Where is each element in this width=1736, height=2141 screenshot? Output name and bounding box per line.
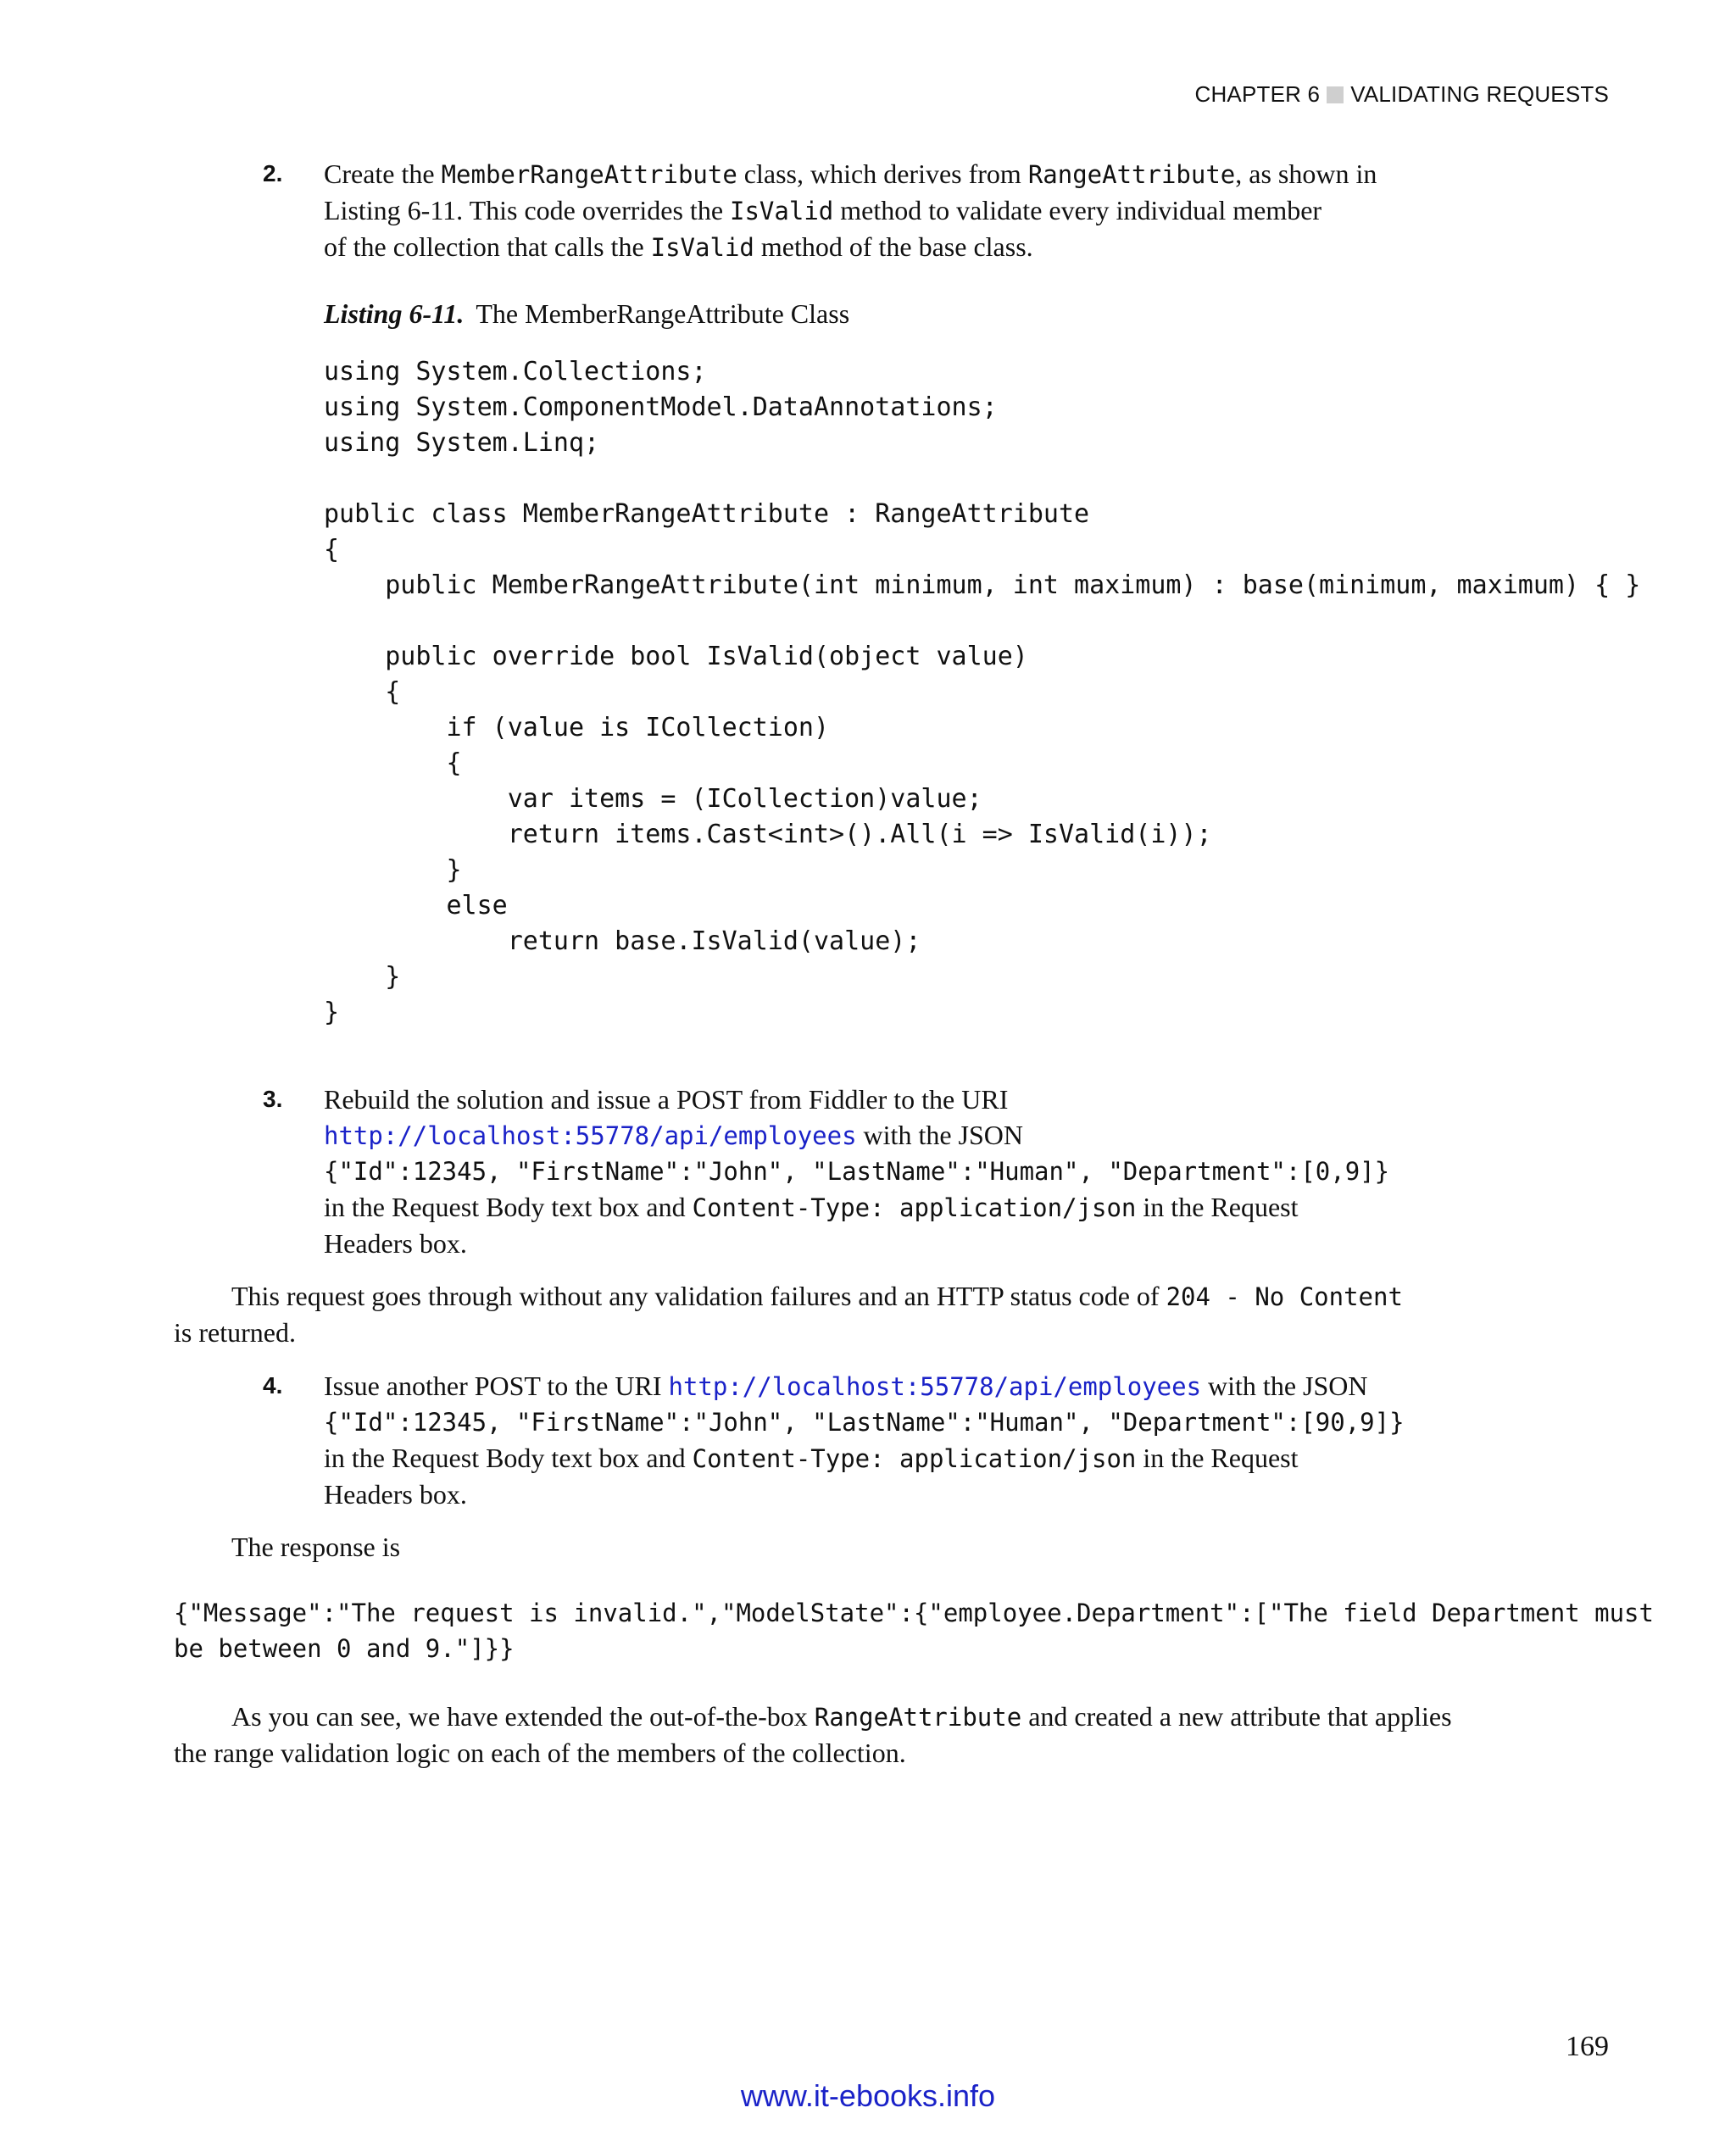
text: Issue another POST to the URI [324,1371,669,1401]
listing-caption [324,298,849,330]
step-2 [263,156,1619,265]
text: class, which derives from [737,158,1028,189]
step-number: 4. [263,1372,283,1399]
text: with the JSON [856,1120,1023,1150]
chapter-label: CHAPTER 6 [1194,81,1321,107]
text: Listing 6-11. This code overrides the [324,195,731,225]
text: method to validate every individual member [833,195,1322,225]
step-text [324,1082,1619,1261]
text: method of the base class. [754,231,1033,262]
header-separator [1327,86,1344,103]
text: in the Request Body text box and [324,1443,693,1473]
uri-link[interactable]: http://localhost:55778/api/employees [324,1121,857,1150]
step-number: 3. [263,1086,283,1112]
step-4 [263,1368,1619,1512]
listing-label: Listing 6-11. [324,298,465,329]
text: in the Request Body text box and [324,1192,693,1222]
paragraph-validation-success [174,1278,1615,1350]
footer-link[interactable]: www.it-ebooks.info [740,2078,996,2113]
chapter-title: VALIDATING REQUESTS [1350,81,1609,107]
text: The response is [231,1532,401,1562]
text: Rebuild the solution and issue a POST from Fiddler to the URI [324,1084,1009,1115]
running-header [1194,81,1609,108]
text: and created a new attribute that applies [1021,1701,1452,1732]
step-3 [263,1082,1619,1261]
text: is returned. [174,1317,296,1348]
text: This request goes through without any validation failures and an HTTP status code of [231,1281,1166,1311]
listing-title: The MemberRangeAttribute Class [476,298,850,329]
step-text [324,156,1619,265]
text: the range validation logic on each of the members of the collection. [174,1738,906,1768]
inline-code: Content-Type: application/json [692,1193,1137,1222]
text: of the collection that calls the [324,231,651,262]
text: As you can see, we have extended the out-of-the-box [231,1701,815,1732]
paragraph-response-intro [174,1529,1615,1565]
inline-code: Content-Type: application/json [692,1444,1137,1473]
text: Headers box. [324,1228,467,1259]
inline-code: RangeAttribute [814,1703,1022,1732]
inline-code: 204 - No Content [1166,1282,1403,1311]
code-listing: using System.Collections; using System.ComponentModel.DataAnnotations; using System.Linq; public class MemberRangeAttribute : RangeAttribute { public MemberRangeAttribute(int minimum, int maximum) : base(minimum, maximum) { } public override bool IsValid(object value) { if (value is ICollection) { var items = (ICollection)value; return items.Cast<int>().All(i => IsValid(i)); } else return base.IsValid(value); } } [324,357,1641,1027]
step-number: 2. [263,160,283,186]
json-body: {"Id":12345, "FirstName":"John", "LastName":"Human", "Department":[90,9]} [324,1408,1405,1437]
text: Create the [324,158,442,189]
paragraph-conclusion [174,1699,1615,1771]
inline-code: IsValid [650,233,754,262]
response-code: {"Message":"The request is invalid.","ModelState":{"employee.Department":["The field Department must be between 0 and 9."]}} [174,1599,1654,1663]
inline-code: IsValid [730,197,834,225]
text: , as shown in [1235,158,1377,189]
page-number: 169 [1566,2031,1609,2062]
text: in the Request [1136,1192,1299,1222]
json-body: {"Id":12345, "FirstName":"John", "LastName":"Human", "Department":[0,9]} [324,1157,1390,1186]
text: Headers box. [324,1479,467,1510]
text: with the JSON [1201,1371,1368,1401]
uri-link[interactable]: http://localhost:55778/api/employees [668,1372,1202,1401]
inline-code: RangeAttribute [1027,160,1236,189]
inline-code: MemberRangeAttribute [441,160,737,189]
step-text [324,1368,1619,1512]
text: in the Request [1136,1443,1299,1473]
